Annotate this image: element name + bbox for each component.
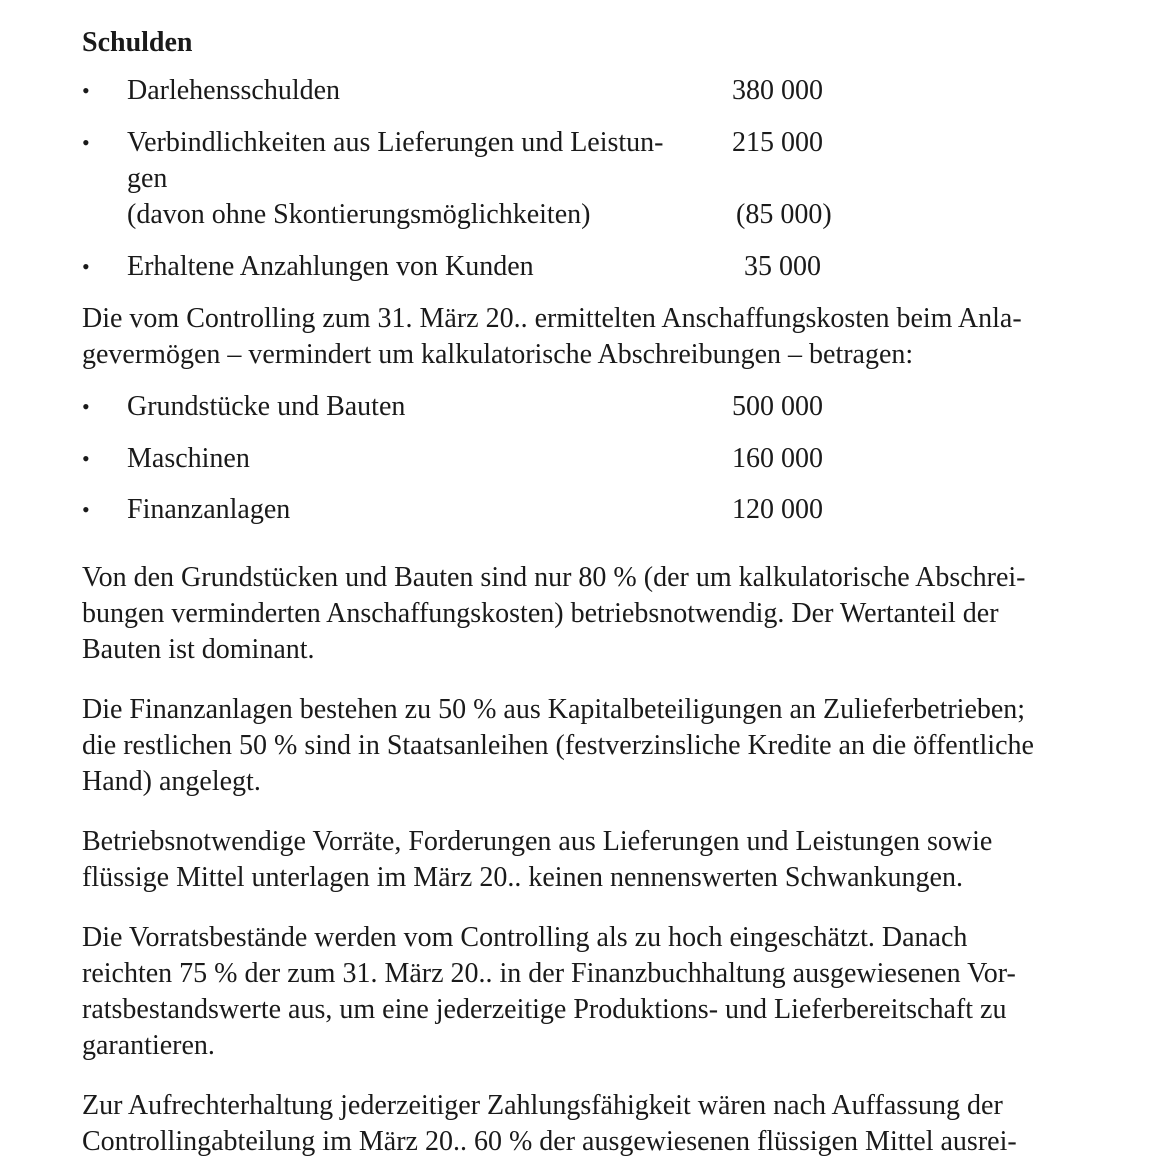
text-line: bungen verminderten Anschaffungskosten) betriebsnotwendig. Der Wertanteil der: [82, 598, 999, 629]
bullet-icon: •: [82, 497, 90, 522]
debt-item-sub-label: (davon ohne Skontierungsmöglichkeiten): [127, 199, 591, 230]
asset-item-label: Grundstücke und Bauten: [127, 391, 406, 422]
asset-item-amount: 160 000: [732, 443, 823, 474]
asset-item-label: Finanzanlagen: [127, 494, 291, 525]
text-line: Bauten ist dominant.: [82, 634, 315, 665]
bullet-icon: •: [82, 130, 90, 155]
asset-item-label: Maschinen: [127, 443, 250, 474]
text-line: Die Finanzanlagen bestehen zu 50 % aus Kapitalbeteiligungen an Zulieferbetrieben;: [82, 694, 1026, 725]
text-line: reichten 75 % der zum 31. März 20.. in der Finanzbuchhaltung ausgewiesenen Vor-: [82, 958, 1016, 989]
paragraph-property: [82, 560, 1102, 668]
debt-item-amount: 35 000: [744, 251, 821, 282]
debt-item-label: Erhaltene Anzahlungen von Kunden: [127, 251, 534, 282]
section-heading-debts: Schulden: [82, 27, 193, 58]
bullet-icon: •: [82, 446, 90, 471]
debt-item-amount: 215 000: [732, 127, 823, 158]
debt-item-amount: 380 000: [732, 75, 823, 106]
text-line: ratsbestandswerte aus, um eine jederzeitige Produktions- und Lieferbereitschaft zu: [82, 994, 1007, 1025]
debt-item-label: Verbindlichkeiten aus Lieferungen und Leistun-: [127, 127, 664, 158]
text-line: Betriebsnotwendige Vorräte, Forderungen aus Lieferungen und Leistungen sowie: [82, 826, 993, 857]
bullet-icon: •: [82, 78, 90, 103]
paragraph-liquidity: [82, 1088, 1102, 1160]
paragraph-inventory-fluctuation: [82, 824, 1102, 896]
bullet-icon: •: [82, 394, 90, 419]
asset-item-amount: 120 000: [732, 494, 823, 525]
text-line: Die Vorratsbestände werden vom Controlling als zu hoch eingeschätzt. Danach: [82, 922, 968, 953]
text-line: flüssige Mittel unterlagen im März 20.. keinen nennenswerten Schwankungen.: [82, 862, 963, 893]
paragraph-financial-assets: [82, 692, 1102, 800]
text-line: Von den Grundstücken und Bauten sind nur 80 % (der um kalkulatorische Abschrei-: [82, 562, 1026, 593]
asset-item-amount: 500 000: [732, 391, 823, 422]
text-line: garantieren.: [82, 1030, 215, 1061]
debt-item-label: Darlehensschulden: [127, 75, 341, 106]
text-line: Zur Aufrechterhaltung jederzeitiger Zahlungsfähigkeit wären nach Auffassung der: [82, 1090, 1003, 1121]
text-line: Controllingabteilung im März 20.. 60 % der ausgewiesenen flüssigen Mittel ausrei-: [82, 1126, 1017, 1157]
intro-assets-paragraph: [82, 301, 1102, 373]
text-line: Die vom Controlling zum 31. März 20.. ermittelten Anschaffungskosten beim Anla-: [82, 303, 1022, 334]
text-line: gevermögen – vermindert um kalkulatorische Abschreibungen – betragen:: [82, 339, 914, 370]
text-line: Hand) angelegt.: [82, 766, 261, 797]
bullet-icon: •: [82, 254, 90, 279]
text-line: die restlichen 50 % sind in Staatsanleihen (festverzinsliche Kredite an die öffentliche: [82, 730, 1034, 761]
debt-item-sub-amount: (85 000): [736, 199, 832, 230]
debt-item-label-continuation: gen: [127, 163, 168, 194]
paragraph-inventory-levels: [82, 920, 1102, 1064]
